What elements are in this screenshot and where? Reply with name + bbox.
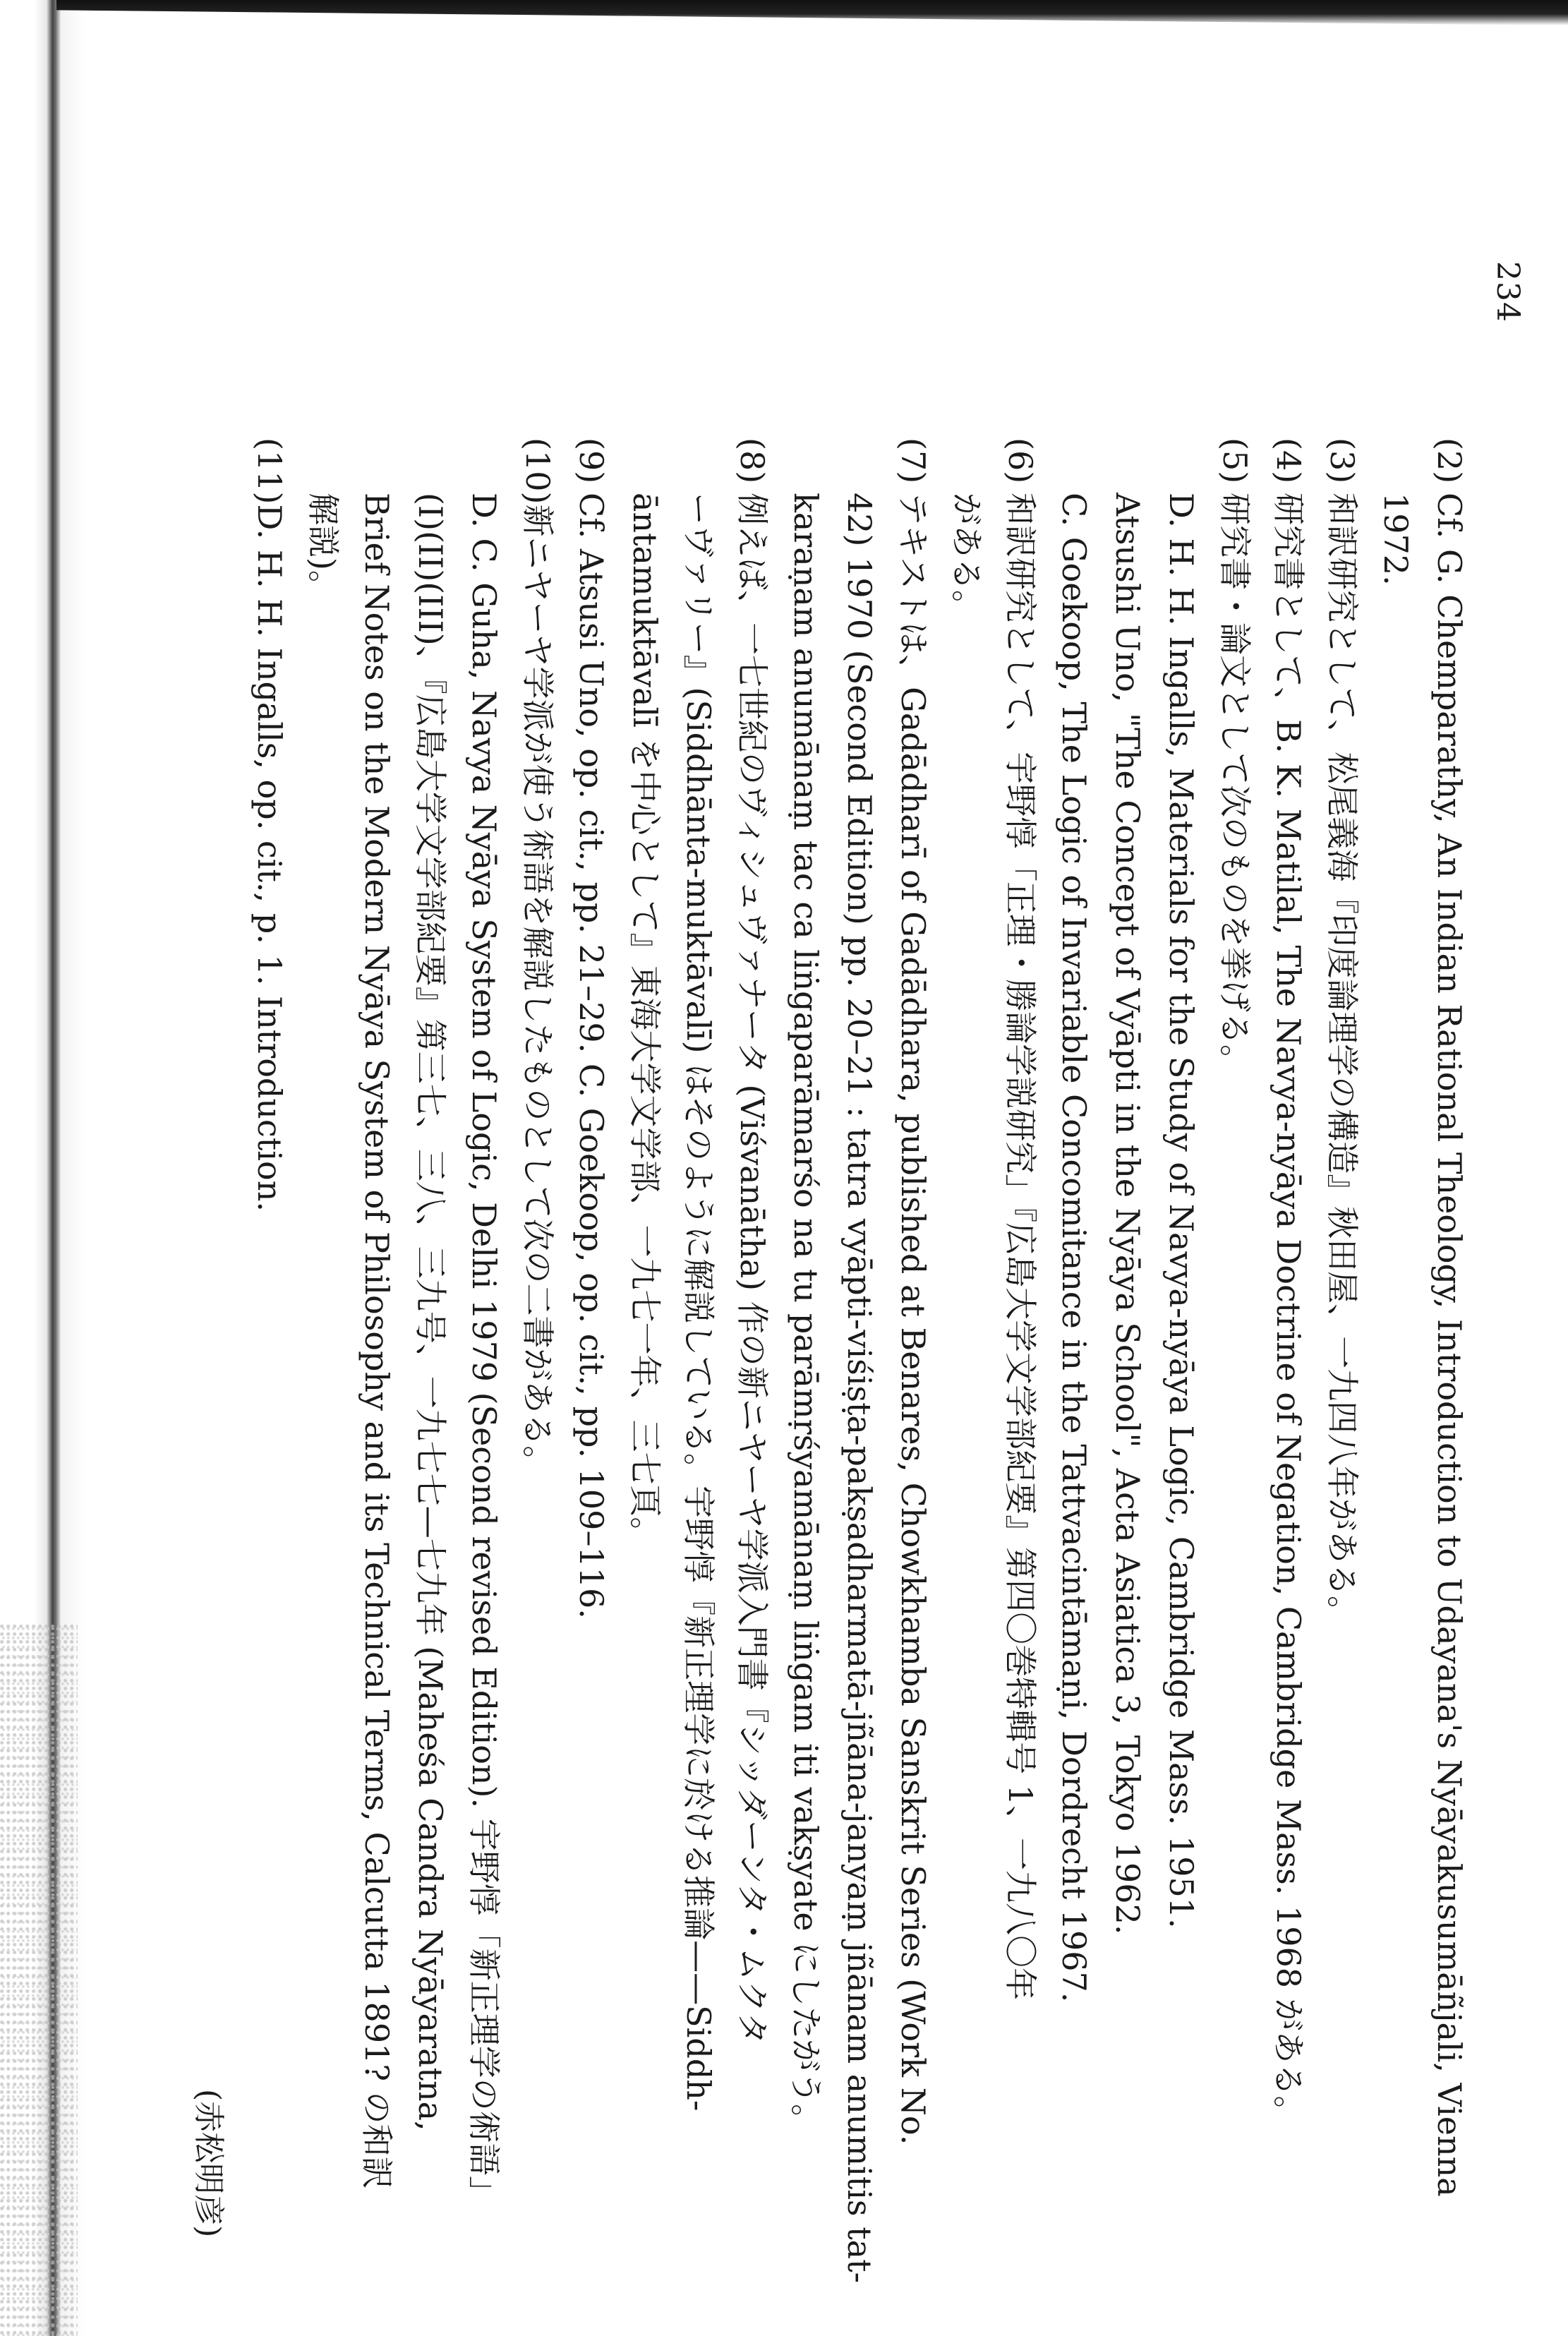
footnote-number: (5) [1216,438,1254,484]
footnote-line [1369,438,1423,2216]
footnote-line [1047,438,1101,2216]
footnote-line [404,438,457,2216]
footnote-line [725,438,779,2216]
footnote-text: 和訳研究として、松尾義海『印度論理学の構造』秋田屋、一九四八年がある。 [1323,493,1361,1629]
footnote-text: テキストは、Gadādharī of Gadādhara, published at Benares, Chowkhamba Sanskrit Series (Work No. [894,493,932,2145]
footnote-number: (3) [1323,438,1361,484]
footnote-line [296,438,350,2216]
page-number: 234 [1490,261,1526,323]
footnotes [243,438,1476,2284]
footnote-line [1101,438,1154,2216]
footnote-text: ーヴァリー』(Siddhānta-muktāvalī) はそのように解説している。宇野惇『新正理学に於ける推論——Siddh- [680,493,718,2112]
footnote-number: (10) [519,438,557,505]
footnote-text: karaṇam anumānaṃ tac ca liṅgaparāmarśo na tu parāmṛśyamānaṃ liṅgam iti vakṣyate にしたがう。 [787,493,825,2137]
footnote-line [243,438,296,2216]
footnote-line [1208,438,1262,2216]
footnote-number: (7) [894,438,932,484]
footnote-line [833,438,886,2284]
footnote-line [618,438,672,2216]
footnote-text: D. H. H. Ingalls, op. cit., p. 1. Introduction. [251,504,289,1212]
footnote-line [350,438,404,2216]
footnote-number: (4) [1270,438,1308,484]
author-signature: (赤松明彦) [191,2089,227,2238]
footnote-line [565,438,618,2216]
footnote-text: Brief Notes on the Modern Nyāya System of Philosophy and its Technical Terms, Calcutta 1891? の和訳 [358,493,396,2189]
footnote-number: (8) [733,438,771,484]
footnote-text: Atsushi Uno, "The Concept of Vyāpti in the Nyāya School", Acta Asiatica 3, Tokyo 1962. [1109,493,1147,1935]
footnote-line [457,438,511,2216]
footnote-text: 研究書・論文として次のものを挙げる。 [1216,493,1254,1077]
footnote-line [1423,438,1476,2216]
footnote-text: 例えば、一七世紀のヴィシュヴァナータ (Viśvanātha) 作の新ニヤーヤ学派入門書『シッダーンタ・ムクタ [733,493,771,2045]
footnote-text: Cf. Atsusi Uno, op. cit., pp. 21–29. C. Goekoop, op. cit., pp. 109–116. [572,493,610,1619]
footnote-number: (11) [251,438,289,505]
footnote-text: (I)(II)(III)、『広島大学文学部紀要』第三七、三八、三九号、一九七七—七九年 (Maheśa Candra Nyāyaratna, [411,493,450,2131]
footnote-line [886,438,940,2216]
footnote-text: C. Goekoop, The Logic of Invariable Concomitance in the Tattvacintāmaṇi, Dordrecht 1967. [1055,493,1093,2003]
footnote-text: がある。 [948,493,986,622]
footnote-number: (2) [1430,438,1469,484]
footnote-line [994,438,1047,2216]
footnote-text: 和訳研究として、宇野惇「正理・勝論学説研究」『広島大学文学部紀要』第四〇巻特輯号 1、一九八〇年 [1001,493,1039,2000]
footnote-text: āntamuktāvalī を中心として』東海大学文学部、一九七一年、三七頁。 [626,493,664,1550]
footnote-number: (9) [572,438,610,484]
footnote-line [1315,438,1369,2216]
footnote-text: 1972. [1377,493,1415,586]
footnote-line [672,438,725,2216]
footnote-number: (6) [1001,438,1039,484]
footnote-line [511,438,565,2216]
footnote-text: D. C. Guha, Navya Nyāya System of Logic, Delhi 1979 (Second revised Edition). 宇野惇「新正理学の術語」 [465,493,503,2208]
footnote-text: 解説)。 [304,493,342,603]
footnote-text: 42) 1970 (Second Edition) pp. 20–21 : tatra vyāpti-viśiṣṭa-pakṣadharmatā-jñāna-janyaṃ jñānam anumitis tat- [840,493,879,2284]
footnote-line [779,438,833,2216]
footnote-line [940,438,994,2216]
footnote-line [1262,438,1315,2216]
footnote-text: D. H. H. Ingalls, Materials for the Study of Navya-nyāya Logic, Cambridge Mass. 1951. [1162,493,1200,1929]
footnote-text: Cf. G. Chemparathy, An Indian Rational Theology, Introduction to Udayana's Nyāyakusumāñjali, Vienna [1430,493,1469,2197]
footnote-line [1154,438,1208,2216]
footnote-text: 研究書として、B. K. Matilal, The Navya-nyāya Doctrine of Negation, Cambridge Mass. 1968 がある。 [1270,493,1308,2129]
footnote-text: 新ニヤーヤ学派が使う術語を解説したものとして次の二書がある。 [519,504,557,1479]
